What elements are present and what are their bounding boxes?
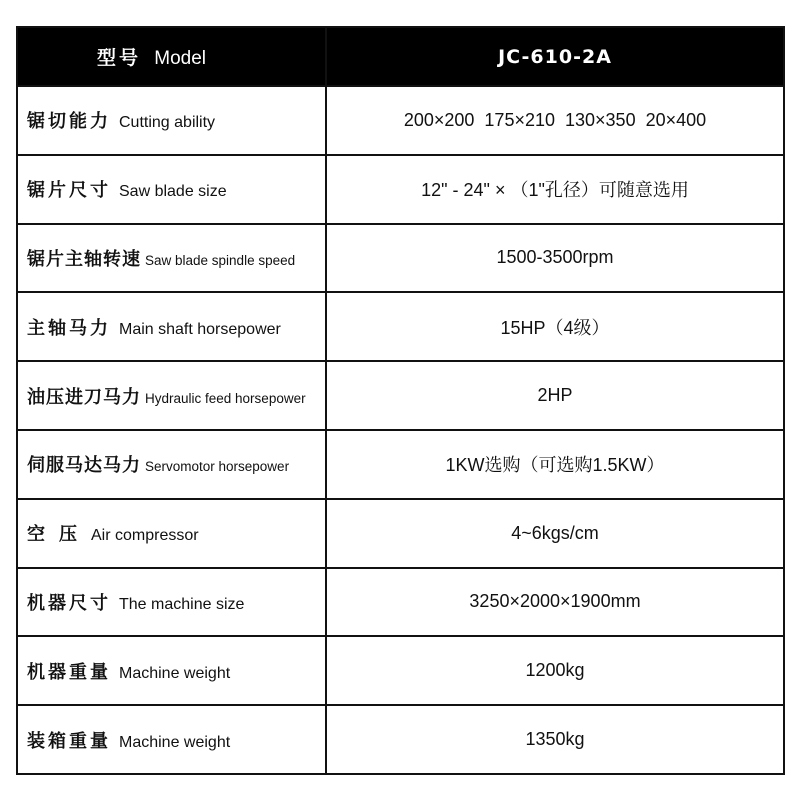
spec-row-hydraulic-feed: [17, 361, 784, 430]
spec-value: 1KW选购（可选购1.5KW）: [326, 430, 784, 499]
spec-label-en: Saw blade size: [119, 183, 227, 201]
spec-row-servomotor: [17, 430, 784, 499]
spec-label-cn: 机器尺寸: [27, 592, 111, 614]
spec-label-en: Servomotor horsepower: [145, 459, 290, 475]
spec-label-cn: 油压进刀马力: [27, 386, 141, 408]
spec-value: 1500-3500rpm: [326, 224, 784, 293]
spec-label: [17, 430, 326, 499]
spec-row-machine-weight: [17, 636, 784, 705]
spec-label: [17, 499, 326, 568]
spec-value: 2HP: [326, 361, 784, 430]
spec-label-en: Main shaft horsepower: [119, 320, 281, 338]
spec-value: 15HP（4级）: [326, 292, 784, 361]
spec-label-cn: 主轴马力: [27, 317, 111, 339]
spec-label: [17, 292, 326, 361]
spec-value: 1350kg: [326, 705, 784, 774]
spec-label-cn: 机器重量: [27, 661, 111, 683]
spec-label: [17, 361, 326, 430]
spec-row-spindle-speed: [17, 224, 784, 293]
spec-label-cn: 装箱重量: [27, 730, 111, 752]
header-label-cell: [17, 27, 326, 86]
spec-label-en: The machine size: [119, 595, 245, 613]
spec-row-main-shaft-horsepower: [17, 292, 784, 361]
spec-label: [17, 636, 326, 705]
spec-label-en: Hydraulic feed horsepower: [145, 390, 306, 406]
header-row: [17, 27, 784, 86]
spec-label: [17, 155, 326, 224]
spec-table: [16, 26, 785, 775]
spec-row-cutting-ability: [17, 86, 784, 155]
spec-value: 3250×2000×1900mm: [326, 568, 784, 637]
spec-row-packing-weight: [17, 705, 784, 774]
spec-value: 200×200 175×210 130×350 20×400: [326, 86, 784, 155]
spec-label: [17, 705, 326, 774]
spec-row-saw-blade-size: [17, 155, 784, 224]
spec-row-air-compressor: [17, 499, 784, 568]
spec-value: 1200kg: [326, 636, 784, 705]
spec-label: [17, 224, 326, 293]
spec-label-en: Machine weight: [119, 733, 231, 751]
spec-label-en: Machine weight: [119, 664, 231, 682]
spec-value: 4~6kgs/cm: [326, 499, 784, 568]
spec-label-cn: 锯片主轴转速: [27, 248, 141, 270]
header-label-cn: 型号: [96, 47, 141, 69]
spec-label-cn: 锯片尺寸: [27, 180, 111, 202]
spec-label-cn: 伺服马达马力: [27, 455, 141, 477]
model-number: JC-610-2A: [326, 27, 784, 86]
spec-row-machine-size: [17, 568, 784, 637]
header-label-en: Model: [154, 48, 207, 69]
spec-label-en: Air compressor: [91, 527, 199, 545]
spec-label-cn: 锯切能力: [27, 111, 111, 133]
spec-label: [17, 86, 326, 155]
spec-value: 12" - 24" × （1"孔径）可随意选用: [326, 155, 784, 224]
spec-label-en: Saw blade spindle speed: [145, 252, 296, 268]
spec-label: [17, 568, 326, 637]
spec-label-en: Cutting ability: [119, 114, 216, 132]
spec-label-cn: 空压: [27, 524, 91, 546]
